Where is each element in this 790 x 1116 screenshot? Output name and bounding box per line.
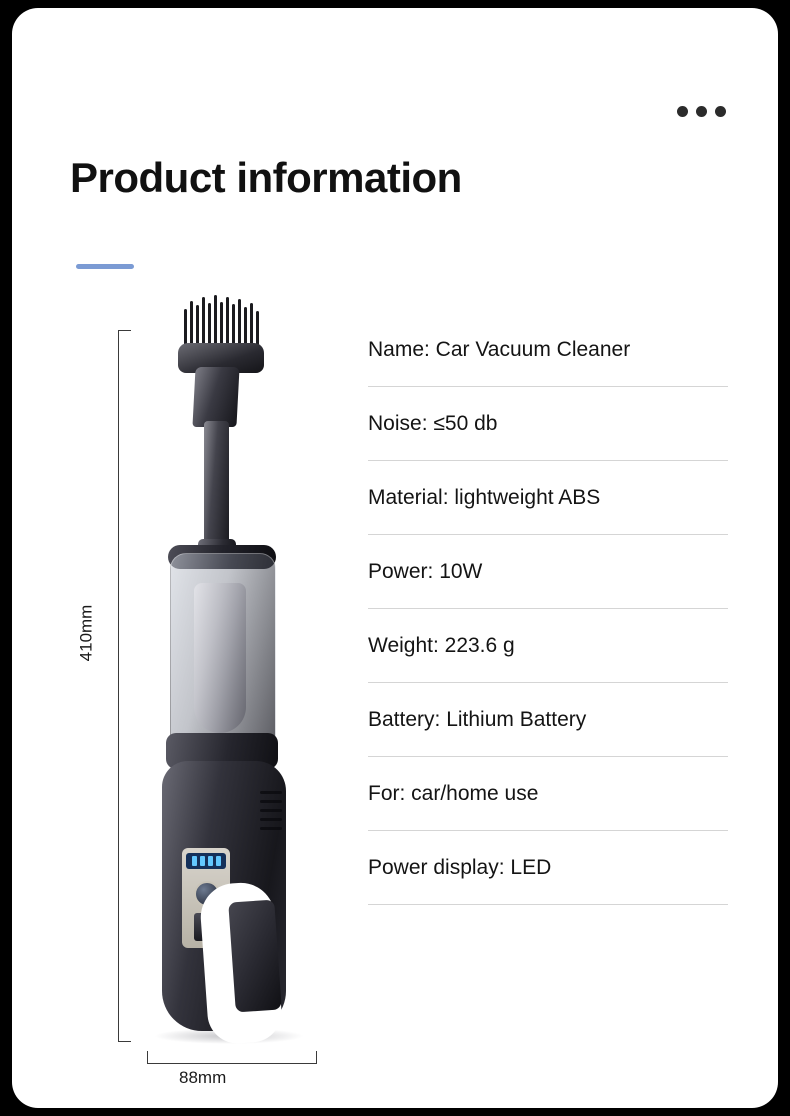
spec-row: Material: lightweight ABS xyxy=(368,461,728,535)
product-info-card xyxy=(12,8,778,1108)
spec-row: Power: 10W xyxy=(368,535,728,609)
handle-grip xyxy=(228,900,282,1013)
height-dimension-line xyxy=(118,330,131,1042)
dot-2 xyxy=(696,106,707,117)
spec-row: Name: Car Vacuum Cleaner xyxy=(368,313,728,387)
hepa-filter xyxy=(194,583,246,733)
brush-bristles-icon xyxy=(182,295,260,349)
more-horizontal-icon[interactable] xyxy=(677,106,726,117)
spec-row: Weight: 223.6 g xyxy=(368,609,728,683)
dot-1 xyxy=(677,106,688,117)
specification-list xyxy=(368,313,728,905)
product-image-area xyxy=(72,293,362,1093)
spec-row: For: car/home use xyxy=(368,757,728,831)
upper-nozzle xyxy=(192,367,239,427)
height-dimension-label: 410mm xyxy=(76,604,96,662)
width-dimension-label: 88mm xyxy=(179,1068,227,1087)
extension-tube xyxy=(204,421,229,551)
vacuum-cleaner-illustration xyxy=(132,293,332,1053)
spec-row: Noise: ≤50 db xyxy=(368,387,728,461)
air-vent-icon xyxy=(260,791,282,839)
battery-led-indicator xyxy=(186,853,226,869)
spec-row: Power display: LED xyxy=(368,831,728,905)
spec-row: Battery: Lithium Battery xyxy=(368,683,728,757)
page-title: Product information xyxy=(70,154,462,201)
dot-3 xyxy=(715,106,726,117)
title-accent-bar xyxy=(76,264,134,269)
